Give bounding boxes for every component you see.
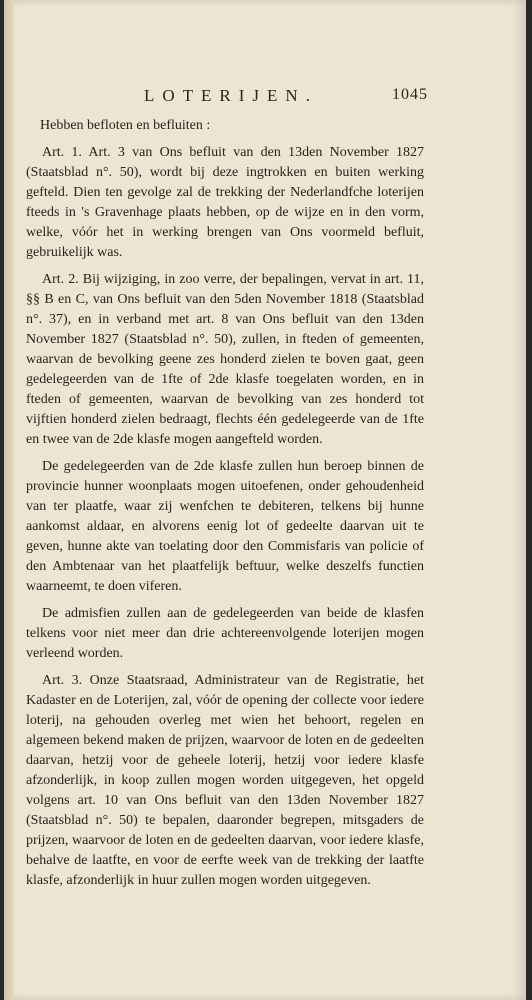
- paragraph-admissions: De admisfien zullen aan de gedelegeerden van beide de klasfen telkens voor niet meer dan drie achtereenvolgende loterijen mogen verleend worden.: [26, 606, 424, 661]
- page-gutter: [4, 0, 14, 1000]
- paragraph-delegates: De gedelegeerden van de 2de klasfe zullen hun beroep binnen de provincie hunner woonplaats mogen uitoefenen, onder gehoudenheid van ter plaatfe, waar zij wenfchen te debiteren, telkens bij hunne aankomst aldaar, en alvorens eenig lot of gedeelte daarvan uit te geven, hunne akte van toelating door den Commisfaris van policie of den Ambtenaar van het plaatfelijk beftuur, welke deszelfs functien waarneemt, te doen viferen.: [26, 459, 424, 594]
- page-number: 1045: [392, 86, 428, 103]
- body-text: [26, 116, 424, 898]
- paragraph-art-1: Art. 1. Art. 3 van Ons befluit van den 13den November 1827 (Staatsblad n°. 50), wordt bij deze ingtrokken en buiten werking gefteld. Dien ten gevolge zal de trekking der Nederlandfche loterijen fteeds in 's Gravenhage plaats hebben, op de wijze en in den vorm, welke, vóór het in werking brengen van Ons voormeld befluit, gebruikelijk was.: [26, 145, 424, 260]
- page-header: [4, 86, 526, 110]
- running-title: LOTERIJEN.: [144, 86, 318, 105]
- intro-line: Hebben befloten en befluiten :: [40, 118, 211, 133]
- book-page: [4, 0, 526, 1000]
- paragraph-art-2: Art. 2. Bij wijziging, in zoo verre, der bepalingen, vervat in art. 11, §§ B en C, van Ons befluit van den 5den November 1818 (Staatsblad n°. 37), en in verband met art. 8 van Ons befluit van den 13den November 1827 (Staatsblad n°. 50), zullen, in fteden of gemeenten, waarvan de bevolking geene zes honderd zielen te boven gaat, geen gedelegeerden van de 1fte of 2de klasfe toegelaten worden, en in fteden of gemeenten, waarvan de bevolking van zes honderd tot vijftien honderd zielen bedraagt, flechts één gedelegeerde van de 1fte en twee van de 2de klasfe mogen aangefteld worden.: [26, 272, 424, 447]
- paragraph-art-3: Art. 3. Onze Staatsraad, Administrateur van de Registratie, het Kadaster en de Loterijen, zal, vóór de opening der collecte voor iedere loterij, na gehouden overleg met wien het behoort, regelen en algemeen bekend maken de prijzen, waarvoor de loten en de gedeelten daarvan, hetzij voor de geheele loterij, hetzij voor iedere klasfe afzonderlijk, in koop zullen mogen worden uitgegeven, het opgeld volgens art. 10 van Ons befluit van den 13den November 1827 (Staatsblad n°. 50) te bepalen, daaronder begrepen, mitsgaders de prijzen, waarvoor de loten en de gedeelten daarvan, voor iedere klasfe, behalve de laatfte, en voor de eerfte week van de trekking der laatfte klasfe, afzonderlijk in huur zullen mogen worden uitgegeven.: [26, 673, 424, 888]
